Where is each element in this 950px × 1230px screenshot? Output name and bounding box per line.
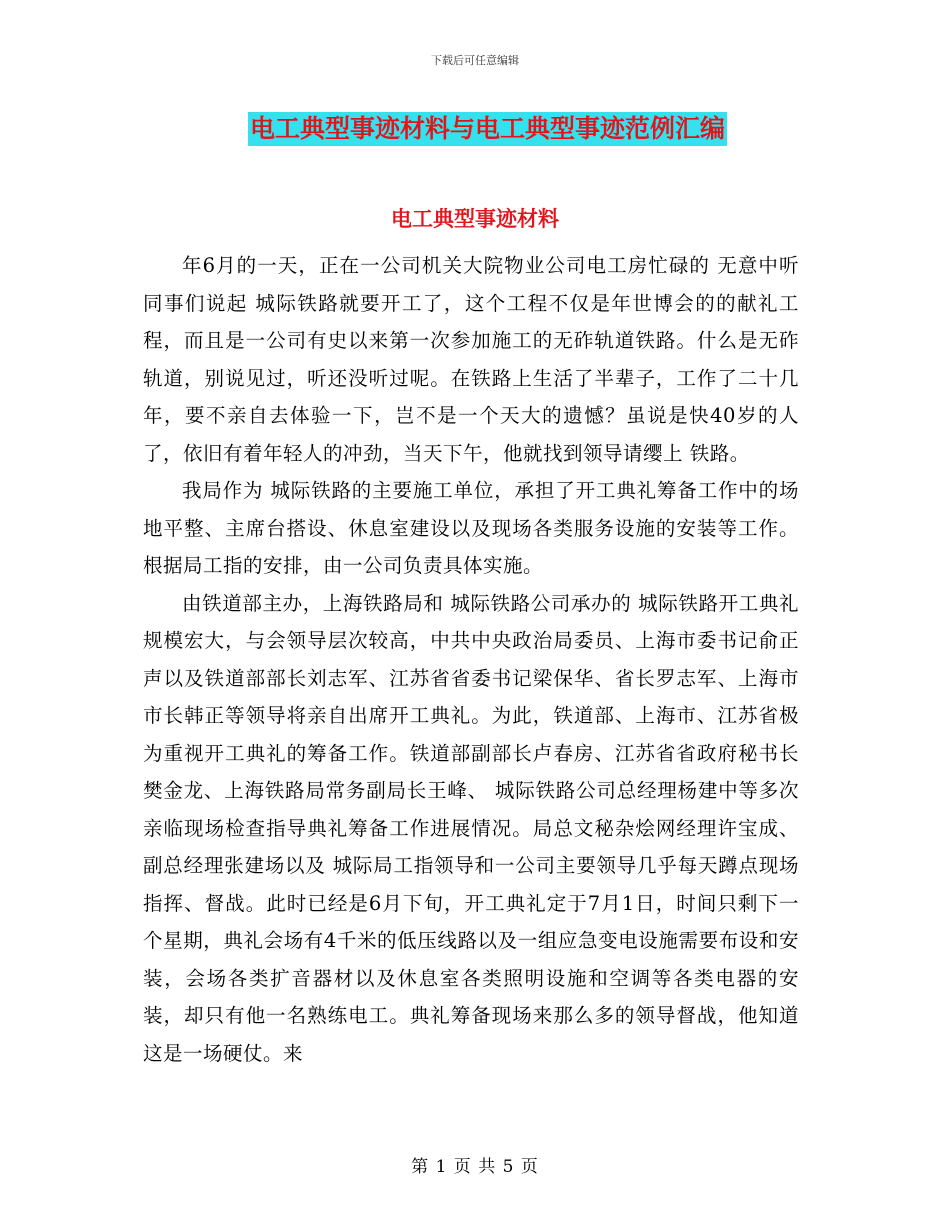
- body-paragraph: 年6月的一天，正在一公司机关大院物业公司电工房忙碌的 无意中听同事们说起 城际铁路就要开工了，这个工程不仅是年世博会的的献礼工程，而且是一公司有史以来第一次参加施工的无砟轨道铁路。什么是无砟轨道，别说见过，听还没听过呢。在铁路上生活了半辈子，工作了二十几年，要不亲自去体验一下，岂不是一个天大的遗憾？虽说是快40岁的人了，依旧有着年轻人的冲劲，当天下午，他就找到领导请缨上 铁路。: [143, 254, 799, 465]
- document-body: [143, 247, 799, 1072]
- header-note: 下载后可任意编辑: [431, 54, 519, 67]
- body-paragraph: 由铁道部主办，上海铁路局和 城际铁路公司承办的 城际铁路开工典礼规模宏大，与会领导层次较高，中共中央政治局委员、上海市委书记俞正声以及铁道部部长刘志军、江苏省省委书记梁保华、省长罗志军、上海市市长韩正等领导将亲自出席开工典礼。为此，铁道部、上海市、江苏省极为重视开工典礼的筹备工作。铁道部副部长卢春房、江苏省省政府秘书长樊金龙、上海铁路局常务副局长王峰、 城际铁路公司总经理杨建中等多次亲临现场检查指导典礼筹备工作进展情况。局总文秘杂烩网经理许宝成、副总经理张建场以及 城际局工指领导和一公司主要领导几乎每天蹲点现场指挥、督战。此时已经是6月下旬，开工典礼定于7月1日，时间只剩下一个星期，典礼会场有4千米的低压线路以及一组应急变电设施需要布设和安装，会场各类扩音器材以及休息室各类照明设施和空调等各类电器的安装，却只有他一名熟练电工。典礼筹备现场来那么多的领导督战，他知道这是一场硬仗。来: [143, 591, 799, 1065]
- page-number-footer: 第 1 页 共 5 页: [411, 1157, 539, 1177]
- document-main-title: 电工典型事迹材料与电工典型事迹范例汇编: [248, 112, 727, 146]
- section-title: 电工典型事迹材料: [391, 206, 559, 231]
- body-paragraph: 我局作为 城际铁路的主要施工单位，承担了开工典礼筹备工作中的场地平整、主席台搭设、休息室建设以及现场各类服务设施的安装等工作。根据局工指的安排，由一公司负责具体实施。: [143, 479, 799, 577]
